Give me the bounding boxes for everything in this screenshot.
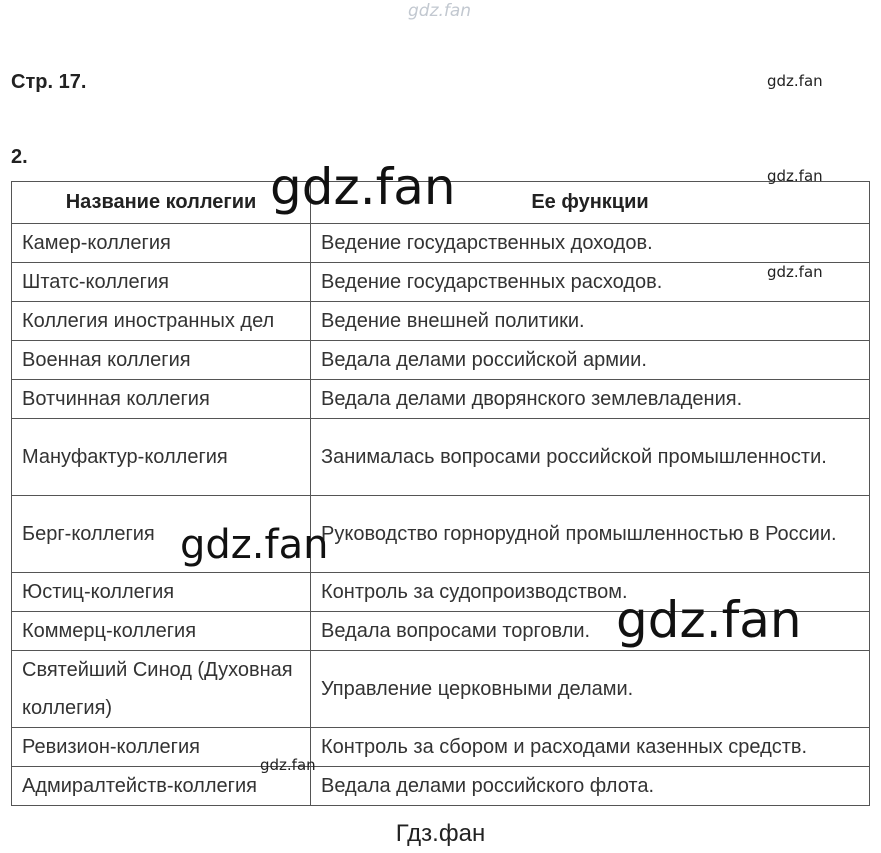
- table-row: [12, 767, 870, 806]
- college-function: Ведала делами российского флота.: [311, 767, 870, 806]
- college-name: Берг-коллегия: [12, 496, 311, 573]
- college-function: Управление церковными делами.: [311, 651, 870, 728]
- college-name-text: Святейший Синод (Духовная коллегия): [22, 659, 293, 719]
- college-name: Военная коллегия: [12, 341, 311, 380]
- page-reference: Стр. 17.: [11, 71, 87, 93]
- college-name: Вотчинная коллегия: [12, 380, 311, 419]
- colleges-table: [11, 181, 870, 806]
- college-name: Коммерц-коллегия: [12, 612, 311, 651]
- college-function: Ведала делами дворянского землевладения.: [311, 380, 870, 419]
- college-name: Мануфактур-коллегия: [12, 419, 311, 496]
- task-number: 2.: [11, 146, 28, 168]
- watermark-large: gdz.fan: [180, 522, 329, 568]
- college-function: Ведение государственных расходов.: [311, 263, 870, 302]
- college-function: Ведала делами российской армии.: [311, 341, 870, 380]
- college-function: Контроль за судопроизводством.: [311, 573, 870, 612]
- table-row: [12, 341, 870, 380]
- college-function: Ведение государственных доходов.: [311, 224, 870, 263]
- college-name: Коллегия иностранных дел: [12, 302, 311, 341]
- table-row: [12, 263, 870, 302]
- watermark-small: gdz.fan: [767, 72, 823, 90]
- table-row: [12, 419, 870, 496]
- college-function-text: Занималась вопросами российской промышленности.: [321, 446, 827, 468]
- college-name: Адмиралтейств-коллегия: [12, 767, 311, 806]
- table-row: [12, 380, 870, 419]
- college-function: Ведение внешней политики.: [311, 302, 870, 341]
- college-function: Ведала вопросами торговли.: [311, 612, 870, 651]
- college-name: Камер-коллегия: [12, 224, 311, 263]
- college-function: [311, 419, 870, 496]
- table-row: [12, 224, 870, 263]
- table-row: [12, 651, 870, 728]
- table-row: [12, 496, 870, 573]
- table-row: [12, 302, 870, 341]
- watermark-large: gdz.fan: [270, 158, 456, 216]
- college-name: Штатс-коллегия: [12, 263, 311, 302]
- watermark-small: gdz.fan: [260, 756, 316, 774]
- college-function: Контроль за сбором и расходами казенных средств.: [311, 728, 870, 767]
- college-function: [311, 496, 870, 573]
- watermark-small: gdz.fan: [767, 167, 823, 185]
- college-name: [12, 651, 311, 728]
- table-row: [12, 728, 870, 767]
- watermark-large: gdz.fan: [616, 591, 802, 649]
- column-header-name: Название коллегии: [12, 182, 311, 224]
- college-name: Ревизион-коллегия: [12, 728, 311, 767]
- watermark-top: gdz.fan: [408, 1, 472, 21]
- column-header-function: Ее функции: [311, 182, 870, 224]
- college-function-text: Руководство горнорудной промышленностью в России.: [321, 523, 837, 545]
- footer-brand: Гдз.фан: [395, 820, 486, 847]
- college-name: Юстиц-коллегия: [12, 573, 311, 612]
- watermark-small: gdz.fan: [767, 263, 823, 281]
